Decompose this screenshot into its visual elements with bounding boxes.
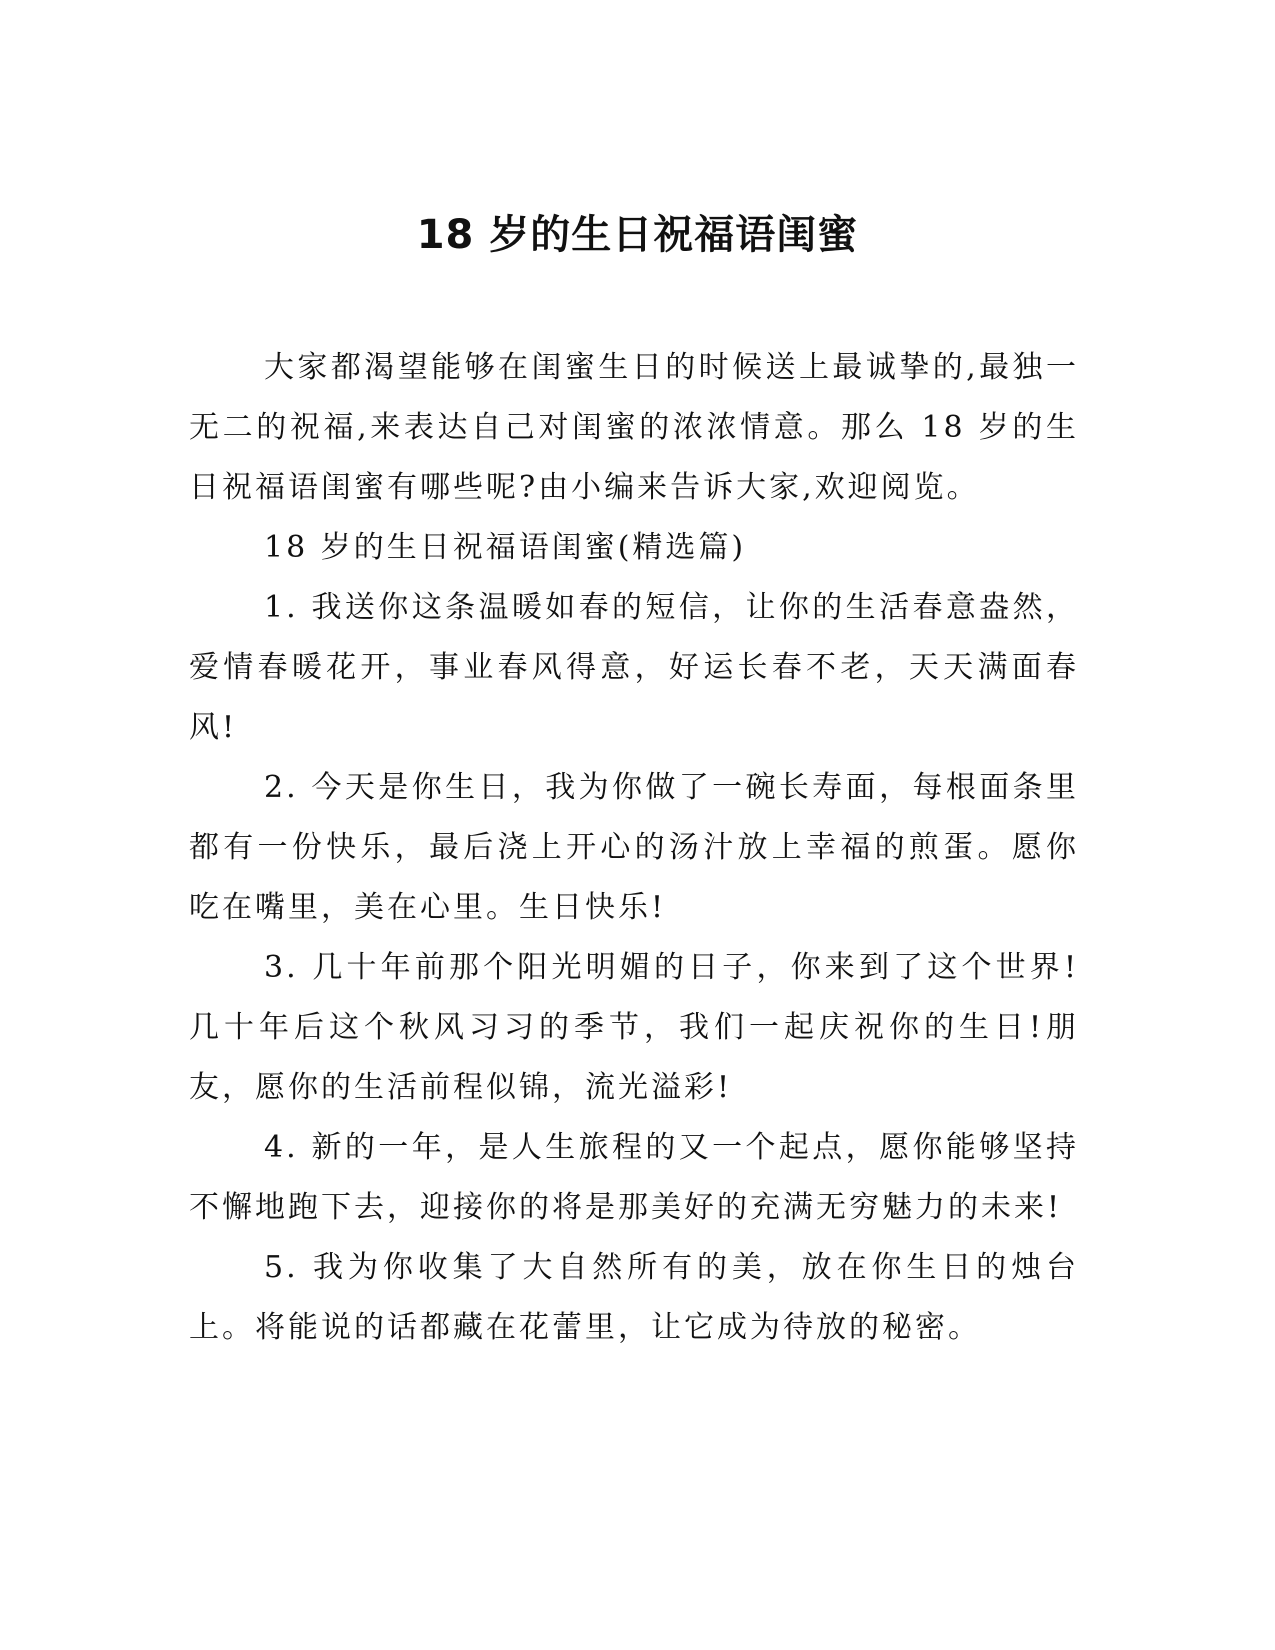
document-body xyxy=(189,338,1079,1358)
wish-item-1: 1. 我送你这条温暖如春的短信，让你的生活春意盎然，爱情春暖花开，事业春风得意，好运长春不老，天天满面春风! xyxy=(189,590,1079,745)
wish-item-4: 4. 新的一年，是人生旅程的又一个起点，愿你能够坚持不懈地跑下去，迎接你的将是那美好的充满无穷魅力的未来! xyxy=(189,1130,1079,1225)
intro-paragraph: 大家都渴望能够在闺蜜生日的时候送上最诚挚的,最独一无二的祝福,来表达自己对闺蜜的浓浓情意。那么 18 岁的生日祝福语闺蜜有哪些呢?由小编来告诉大家,欢迎阅览。 xyxy=(189,350,1079,505)
wish-item-2: 2. 今天是你生日，我为你做了一碗长寿面，每根面条里都有一份快乐，最后浇上开心的汤汁放上幸福的煎蛋。愿你吃在嘴里，美在心里。生日快乐! xyxy=(189,770,1079,925)
wish-item-3: 3. 几十年前那个阳光明媚的日子，你来到了这个世界!几十年后这个秋风习习的季节，我们一起庆祝你的生日!朋友，愿你的生活前程似锦，流光溢彩! xyxy=(189,950,1079,1105)
document-title: 18 岁的生日祝福语闺蜜 xyxy=(416,212,859,258)
wish-item-5: 5. 我为你收集了大自然所有的美，放在你生日的烛台上。将能说的话都藏在花蕾里，让它成为待放的秘密。 xyxy=(189,1250,1079,1345)
section-heading: 18 岁的生日祝福语闺蜜(精选篇) xyxy=(264,530,747,565)
